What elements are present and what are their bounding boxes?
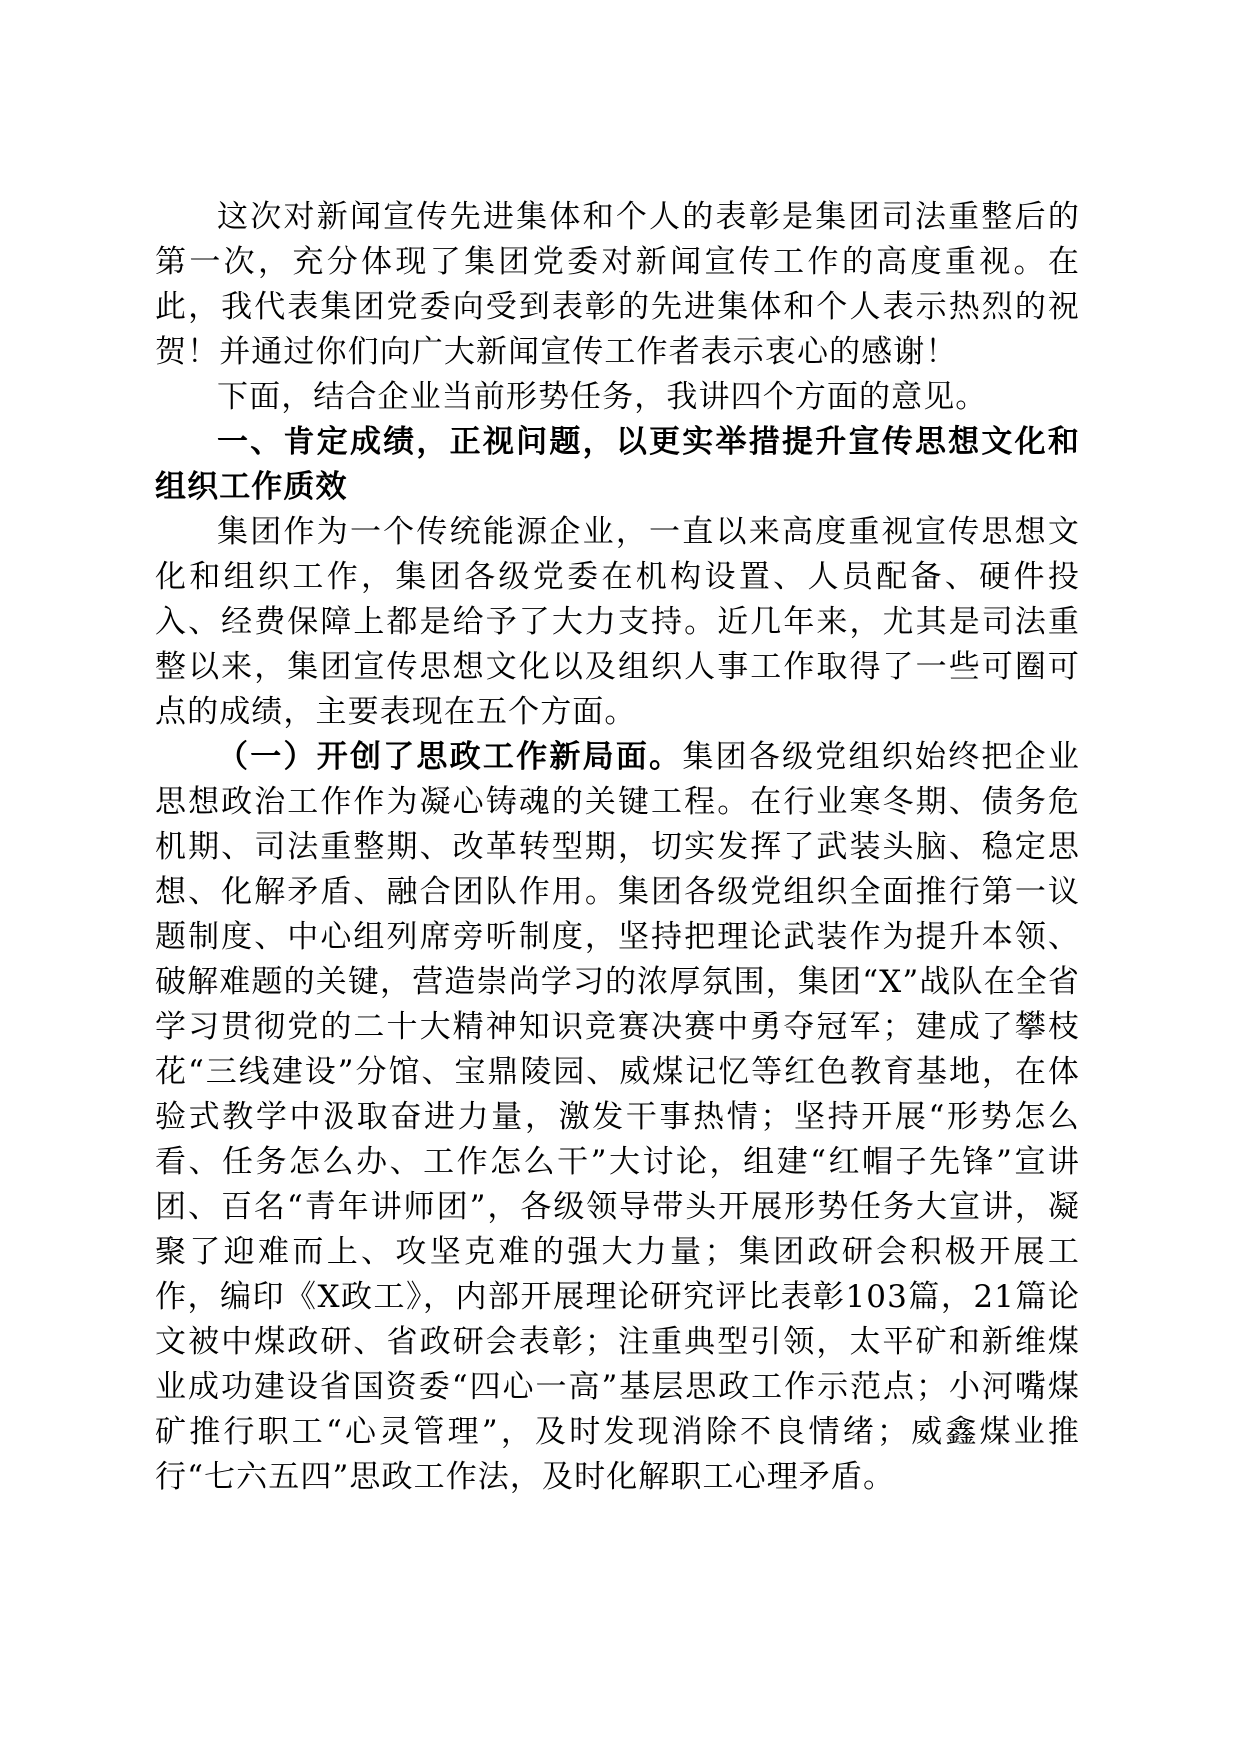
- document-body: [155, 195, 1080, 1500]
- paragraph-intro: 下面，结合企业当前形势任务，我讲四个方面的意见。: [217, 379, 988, 415]
- paragraph-subsection-1: [155, 735, 1080, 1500]
- paragraph-commendation: 这次对新闻宣传先进集体和个人的表彰是集团司法重整后的第一次，充分体现了集团党委对新闻宣传工作的高度重视。在此，我代表集团党委向受到表彰的先进集体和个人表示热烈的祝贺！并通过你们向广大新闻宣传工作者表示衷心的感谢！: [155, 199, 1080, 370]
- subsection-1-lead: （一）开创了思政工作新局面。: [217, 739, 683, 775]
- paragraph-overview: 集团作为一个传统能源企业，一直以来高度重视宣传思想文化和组织工作，集团各级党委在机构设置、人员配备、硬件投入、经费保障上都是给予了大力支持。近几年来，尤其是司法重整以来，集团宣传思想文化以及组织人事工作取得了一些可圈可点的成绩，主要表现在五个方面。: [155, 514, 1080, 730]
- section-heading-1: 一、肯定成绩，正视问题，以更实举措提升宣传思想文化和组织工作质效: [155, 424, 1080, 505]
- subsection-1-body: 集团各级党组织始终把企业思想政治工作作为凝心铸魂的关键工程。在行业寒冬期、债务危机期、司法重整期、改革转型期，切实发挥了武装头脑、稳定思想、化解矛盾、融合团队作用。集团各级党组织全面推行第一议题制度、中心组列席旁听制度，坚持把理论武装作为提升本领、破解难题的关键，营造崇尚学习的浓厚氛围，集团“X”战队在全省学习贯彻党的二十大精神知识竞赛决赛中勇夺冠军；建成了攀枝花“三线建设”分馆、宝鼎陵园、威煤记忆等红色教育基地，在体验式教学中汲取奋进力量，激发干事热情；坚持开展“形势怎么看、任务怎么办、工作怎么干”大讨论，组建“红帽子先锋”宣讲团、百名“青年讲师团”，各级领导带头开展形势任务大宣讲，凝聚了迎难而上、攻坚克难的强大力量；集团政研会积极开展工作，编印《X政工》，内部开展理论研究评比表彰103篇，21篇论文被中煤政研、省政研会表彰；注重典型引领，太平矿和新维煤业成功建设省国资委“四心一高”基层思政工作示范点；小河嘴煤矿推行职工“心灵管理”，及时发现消除不良情绪；威鑫煤业推行“七六五四”思政工作法，及时化解职工心理矛盾。: [155, 739, 1081, 1495]
